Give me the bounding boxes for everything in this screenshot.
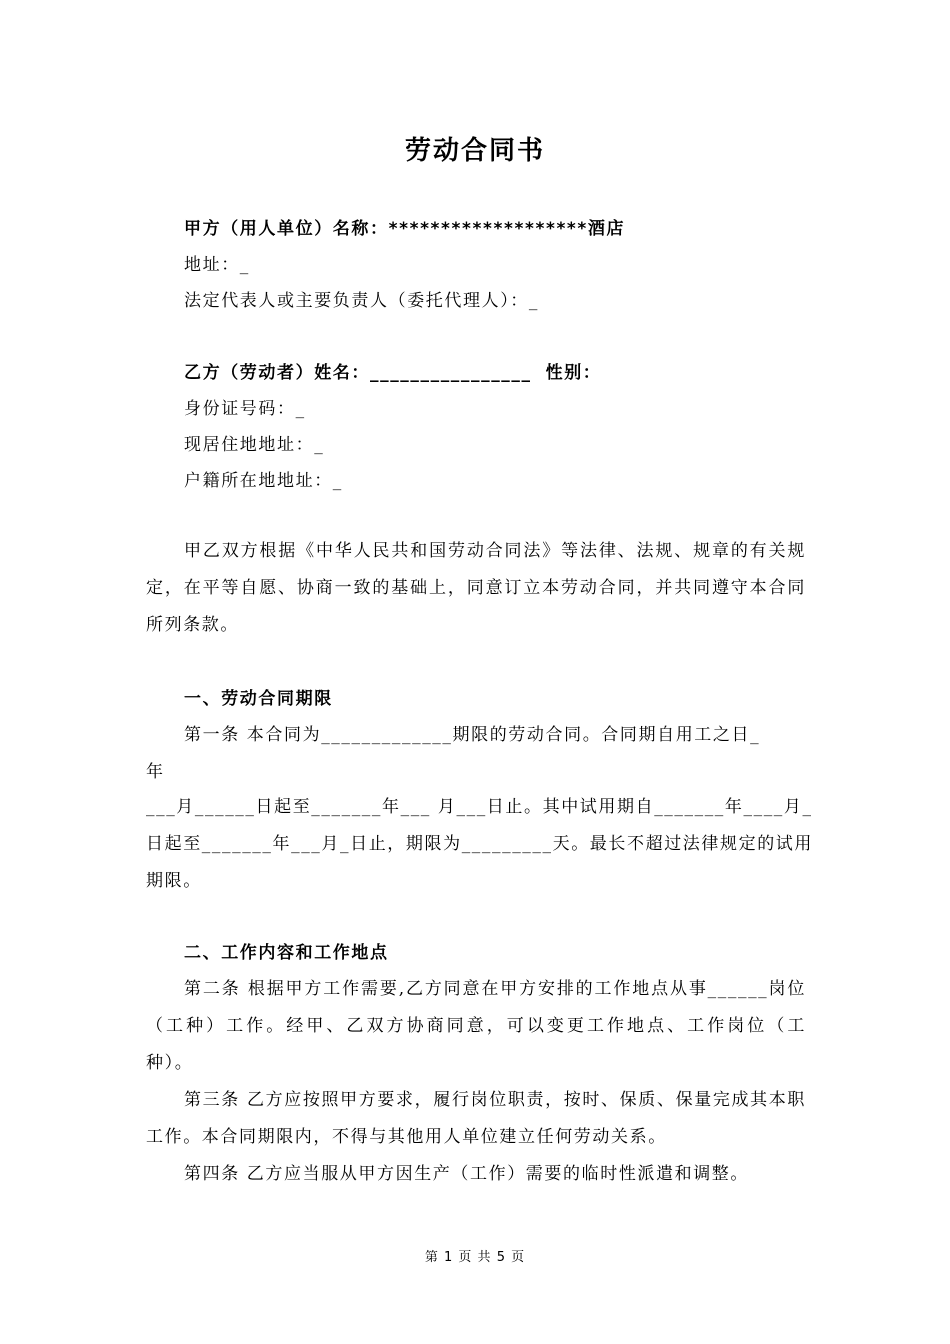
article-2-paragraph: 第二条 根据甲方工作需要,乙方同意在甲方安排的工作地点从事______岗位（工种）工作。经甲、乙双方协商同意，可以变更工作地点、工作岗位（工种）。 <box>146 979 806 1073</box>
article-1-line-3: ___月______日起至_______年___ 月___日止。其中试用期自_______年____月_ <box>146 797 813 817</box>
party-b-name-label: 乙方（劳动者）姓名：________________ <box>184 363 532 383</box>
article-1-line-5: 期限。 <box>146 871 202 891</box>
party-a-representative-line: 法定代表人或主要负责人（委托代理人）：_ <box>184 291 539 311</box>
preamble-paragraph: 甲乙双方根据《中华人民共和国劳动合同法》等法律、法规、规章的有关规定，在平等自愿、协商一致的基础上，同意订立本劳动合同，并共同遵守本合同所列条款。 <box>146 541 806 635</box>
article-1-line-4: 日起至_______年___月_日止，期限为_________天。最长不超过法律规定的试用 <box>146 834 813 854</box>
section-2-heading: 二、工作内容和工作地点 <box>184 943 389 963</box>
document-title: 劳动合同书 <box>404 136 545 166</box>
party-b-gender-label: 性别： <box>545 363 602 383</box>
article-1-line-1: 第一条 本合同为_____________期限的劳动合同。合同期自用工之日_ <box>184 725 761 745</box>
article-4-paragraph: 第四条 乙方应当服从甲方因生产（工作）需要的临时性派遣和调整。 <box>184 1164 750 1184</box>
article-1-line-2: 年 <box>146 762 165 782</box>
party-b-id-line: 身份证号码：_ <box>184 399 306 419</box>
party-b-household-line: 户籍所在地地址：_ <box>184 471 343 491</box>
party-b-address-line: 现居住地地址：_ <box>184 435 325 455</box>
party-b-name-line <box>184 361 601 385</box>
party-a-address-line: 地址：_ <box>184 255 250 275</box>
party-a-name-line: 甲方（用人单位）名称：*******************酒店 <box>184 219 626 239</box>
page-footer: 第 1 页 共 5 页 <box>424 1250 526 1265</box>
article-3-paragraph: 第三条 乙方应按照甲方要求，履行岗位职责，按时、保质、保量完成其本职工作。本合同期限内，不得与其他用人单位建立任何劳动关系。 <box>146 1090 806 1147</box>
section-1-heading: 一、劳动合同期限 <box>184 689 333 709</box>
